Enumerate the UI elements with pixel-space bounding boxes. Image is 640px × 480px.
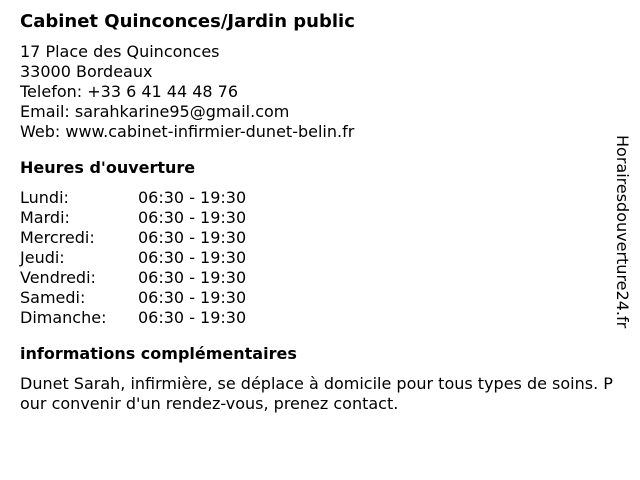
time-range: 06:30 - 19:30 [138, 188, 247, 207]
hours-row-sunday [20, 308, 620, 328]
time-range: 06:30 - 19:30 [138, 308, 247, 327]
time-range: 06:30 - 19:30 [138, 208, 247, 227]
hours-row-friday [20, 268, 620, 288]
day-label: Vendredi: [20, 268, 96, 287]
hours-row-saturday [20, 288, 620, 308]
hours-row-tuesday [20, 208, 620, 228]
day-label: Samedi: [20, 288, 86, 307]
email-address: Email: sarahkarine95@gmail.com [20, 102, 290, 121]
address-street: 17 Place des Quinconces [20, 42, 220, 61]
phone-number: Telefon: +33 6 41 44 48 76 [20, 82, 239, 101]
day-label: Lundi: [20, 188, 69, 207]
hours-row-monday [20, 188, 620, 208]
day-label: Mardi: [20, 208, 70, 227]
opening-hours-table [20, 188, 620, 328]
day-label: Mercredi: [20, 228, 95, 247]
additional-info-heading: informations complémentaires [20, 344, 297, 363]
site-watermark: Horairesdouverture24.fr [613, 135, 632, 329]
business-title: Cabinet Quinconces/Jardin public [20, 11, 355, 32]
day-label: Dimanche: [20, 308, 107, 327]
additional-info-text: Dunet Sarah, infirmière, se déplace à domicile pour tous types de soins. Pour convenir d'un rendez-vous, prenez contact. [20, 374, 613, 413]
website: Web: www.cabinet-infirmier-dunet-belin.fr [20, 122, 355, 141]
day-label: Jeudi: [20, 248, 65, 267]
business-card [20, 10, 620, 414]
opening-hours-heading: Heures d'ouverture [20, 158, 196, 177]
time-range: 06:30 - 19:30 [138, 268, 247, 287]
time-range: 06:30 - 19:30 [138, 288, 247, 307]
hours-row-wednesday [20, 228, 620, 248]
time-range: 06:30 - 19:30 [138, 228, 247, 247]
time-range: 06:30 - 19:30 [138, 248, 247, 267]
hours-row-thursday [20, 248, 620, 268]
address-city: 33000 Bordeaux [20, 62, 153, 81]
contact-info [20, 42, 620, 142]
